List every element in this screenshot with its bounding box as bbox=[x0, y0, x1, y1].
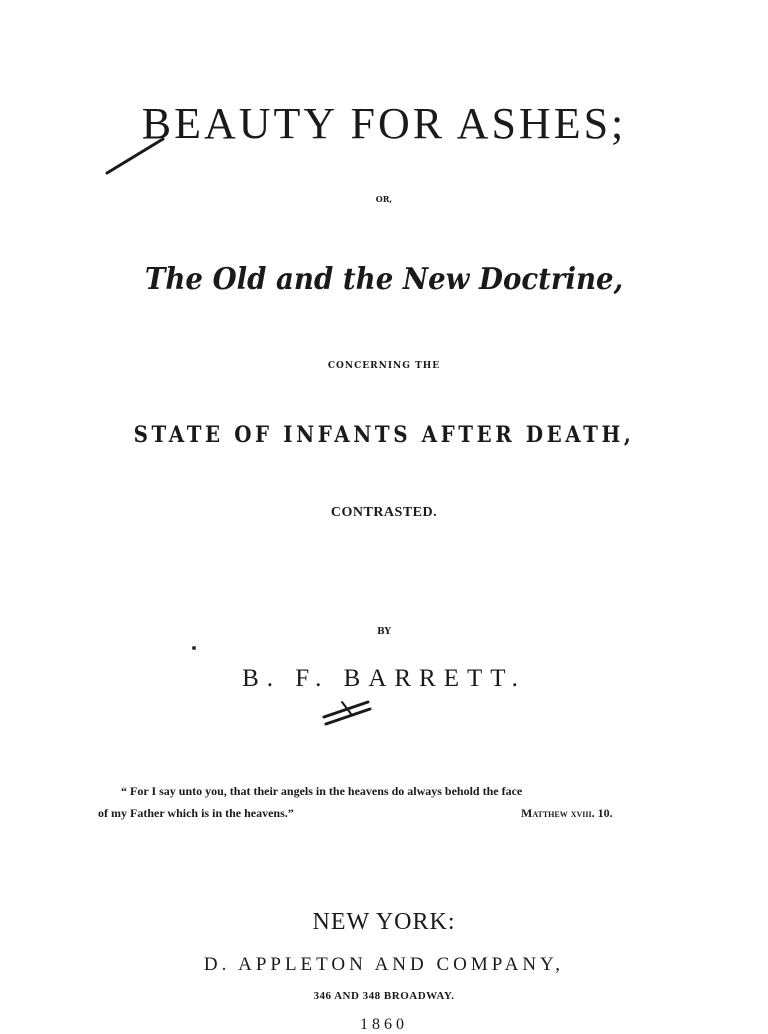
epigraph-line-1: “ For I say unto you, that their angels in the heavens do always behold the face bbox=[121, 784, 523, 798]
epigraph-reference: Matthew xviii. 10. bbox=[521, 806, 613, 820]
or-label: OR, bbox=[375, 194, 393, 204]
book-title: BEAUTY FOR ASHES; bbox=[141, 99, 627, 148]
imprint-publisher: D. APPLETON AND COMPANY, bbox=[203, 954, 565, 975]
concerning-label: CONCERNING THE bbox=[327, 361, 441, 371]
subtitle: The Old and the New Doctrine, bbox=[144, 262, 624, 297]
contrasted-label: CONTRASTED. bbox=[330, 505, 438, 520]
imprint-city: NEW YORK: bbox=[312, 909, 456, 935]
by-label: BY bbox=[377, 627, 391, 637]
imprint-address: 346 AND 348 BROADWAY. bbox=[313, 990, 455, 1002]
epigraph-line-2: of my Father which is in the heavens.” bbox=[98, 806, 294, 820]
author-name: B. F. BARRETT. bbox=[242, 665, 526, 692]
imprint-year: 1860 bbox=[360, 1016, 408, 1033]
subject-line: STATE OF INFANTS AFTER DEATH, bbox=[133, 422, 635, 448]
